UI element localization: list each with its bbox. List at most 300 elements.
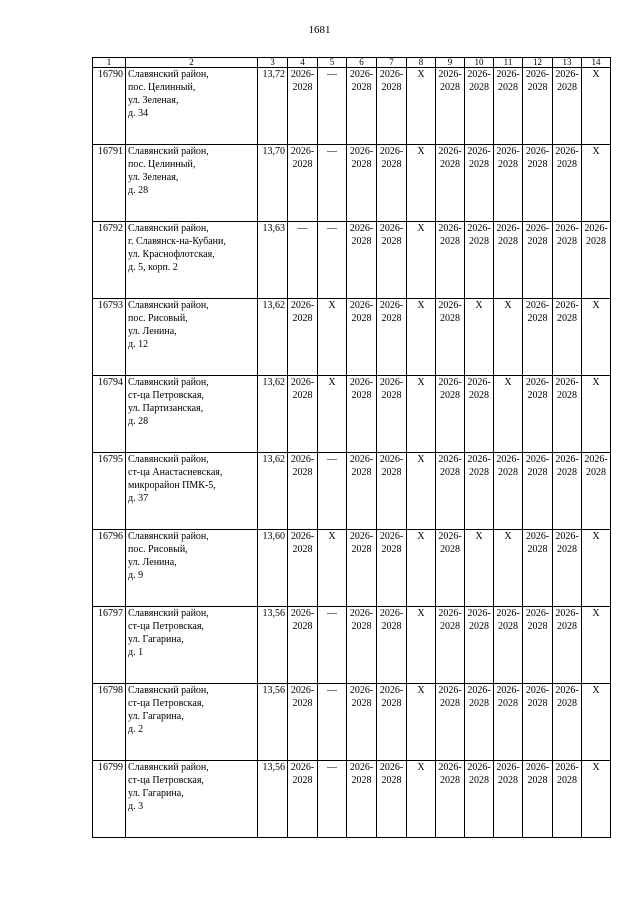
table-row [93, 453, 611, 530]
period-text: 2026- [438, 146, 462, 157]
period-text: 2026- [379, 531, 404, 542]
address-line: ул. Краснофлотская, [128, 249, 215, 260]
period-cell [347, 376, 377, 453]
period-text: 2026- [555, 223, 579, 234]
period-text: X [417, 377, 425, 388]
period-cell [553, 299, 582, 376]
period-text: X [328, 377, 336, 388]
period-text: 2026- [349, 223, 374, 234]
period-text: X [592, 531, 600, 542]
period-cell [288, 684, 318, 761]
period-cell [465, 376, 494, 453]
period-text: 2026- [290, 531, 315, 542]
period-cell [288, 607, 318, 684]
row-number: 16794 [93, 376, 126, 453]
period-cell [318, 530, 347, 607]
period-text: X [417, 146, 425, 157]
period-text: 2026- [379, 146, 404, 157]
period-text: 2026- [496, 223, 520, 234]
period-text: 2028 [440, 698, 460, 709]
period-cell [494, 761, 523, 838]
period-cell [465, 684, 494, 761]
period-cell [553, 684, 582, 761]
period-text: 2028 [440, 467, 460, 478]
period-text: 2026- [496, 685, 520, 696]
period-text: 2028 [351, 82, 372, 93]
period-text: 2026- [467, 454, 491, 465]
period-cell [436, 376, 465, 453]
period-text: X [592, 377, 600, 388]
period-cell [288, 530, 318, 607]
period-text: 2026- [525, 223, 550, 234]
period-text: 2028 [440, 390, 460, 401]
period-text: 2028 [381, 159, 402, 170]
period-text: X [417, 762, 425, 773]
period-cell [523, 68, 553, 145]
table-row [93, 530, 611, 607]
period-text: 2026- [290, 377, 315, 388]
registry-table [92, 57, 611, 838]
period-cell [494, 299, 523, 376]
period-text: 2026- [525, 300, 550, 311]
period-cell [494, 222, 523, 299]
period-text: 2026- [438, 69, 462, 80]
address-line: Славянский район, [128, 146, 209, 157]
period-text: 2026- [584, 454, 608, 465]
period-text: 2028 [381, 313, 402, 324]
period-cell [347, 684, 377, 761]
period-cell [288, 761, 318, 838]
period-text: 2026- [379, 223, 404, 234]
period-cell [347, 222, 377, 299]
period-text: 2026- [555, 69, 579, 80]
area-cell: 13,60 [258, 530, 288, 607]
period-cell [377, 222, 407, 299]
address-line: ул. Гагарина, [128, 788, 184, 799]
period-cell [465, 761, 494, 838]
period-cell [582, 453, 611, 530]
period-cell [436, 530, 465, 607]
period-cell [523, 222, 553, 299]
period-text: 2028 [381, 698, 402, 709]
period-text: 2026- [290, 762, 315, 773]
period-text: 2026- [467, 146, 491, 157]
period-cell [436, 684, 465, 761]
period-cell [347, 607, 377, 684]
area-cell: 13,70 [258, 145, 288, 222]
period-cell [377, 684, 407, 761]
period-text: 2026- [555, 146, 579, 157]
address-cell [126, 299, 258, 376]
period-text: 2026- [349, 377, 374, 388]
period-text: 2028 [527, 621, 548, 632]
period-text: 2026- [525, 762, 550, 773]
row-number: 16791 [93, 145, 126, 222]
address-line: Славянский район, [128, 377, 209, 388]
period-text: 2028 [557, 621, 577, 632]
period-text: — [327, 146, 337, 157]
period-cell [407, 684, 436, 761]
period-text: X [417, 454, 425, 465]
period-text: 2026- [349, 685, 374, 696]
row-number: 16796 [93, 530, 126, 607]
period-text: 2026- [290, 685, 315, 696]
period-text: 2028 [351, 775, 372, 786]
table-row [93, 68, 611, 145]
column-number: 1 [93, 58, 126, 68]
row-number: 16797 [93, 607, 126, 684]
period-cell [465, 607, 494, 684]
period-text: 2028 [351, 544, 372, 555]
address-line: микрорайон ПМК-5, [128, 480, 216, 491]
address-line: д. 28 [128, 185, 149, 196]
row-number: 16798 [93, 684, 126, 761]
period-cell [553, 761, 582, 838]
period-cell [582, 376, 611, 453]
table-row [93, 761, 611, 838]
period-cell [494, 607, 523, 684]
period-cell [407, 453, 436, 530]
period-cell [288, 453, 318, 530]
period-text: 2026- [438, 608, 462, 619]
address-line: Славянский район, [128, 531, 209, 542]
period-text: 2028 [557, 159, 577, 170]
period-text: 2026- [525, 685, 550, 696]
period-text: 2026- [525, 454, 550, 465]
period-cell [553, 607, 582, 684]
period-cell [288, 299, 318, 376]
period-text: 2026- [379, 762, 404, 773]
period-text: 2028 [292, 698, 313, 709]
period-text: 2028 [351, 621, 372, 632]
period-text: 2028 [469, 390, 489, 401]
period-cell [494, 68, 523, 145]
period-cell [436, 453, 465, 530]
column-number: 8 [407, 58, 436, 68]
column-number: 5 [318, 58, 347, 68]
period-text: 2028 [381, 82, 402, 93]
period-text: 2026- [525, 531, 550, 542]
period-cell [318, 376, 347, 453]
period-cell [318, 222, 347, 299]
period-cell [407, 607, 436, 684]
period-text: X [592, 685, 600, 696]
period-text: 2028 [469, 775, 489, 786]
period-cell [407, 376, 436, 453]
address-cell [126, 530, 258, 607]
period-cell [523, 145, 553, 222]
period-text: 2028 [381, 544, 402, 555]
period-text: — [327, 685, 337, 696]
period-text: 2028 [381, 621, 402, 632]
address-line: ул. Ленина, [128, 326, 177, 337]
period-cell [318, 68, 347, 145]
address-line: Славянский район, [128, 454, 209, 465]
address-line: д. 28 [128, 416, 149, 427]
period-text: 2026- [438, 454, 462, 465]
address-line: д. 34 [128, 108, 149, 119]
period-text: 2028 [527, 82, 548, 93]
period-cell [582, 299, 611, 376]
period-cell [377, 530, 407, 607]
period-text: 2028 [381, 775, 402, 786]
period-text: 2026- [290, 300, 315, 311]
period-text: 2026- [290, 454, 315, 465]
period-text: 2028 [469, 159, 489, 170]
address-line: пос. Рисовый, [128, 313, 188, 324]
period-text: 2026- [379, 377, 404, 388]
period-cell [494, 376, 523, 453]
table-row [93, 299, 611, 376]
column-number: 10 [465, 58, 494, 68]
period-cell [465, 453, 494, 530]
row-number: 16793 [93, 299, 126, 376]
period-cell [523, 761, 553, 838]
period-cell [377, 453, 407, 530]
area-cell: 13,63 [258, 222, 288, 299]
period-text: 2026- [496, 69, 520, 80]
period-text: 2028 [292, 159, 313, 170]
period-text: X [328, 531, 336, 542]
period-text: 2026- [349, 454, 374, 465]
period-text: 2026- [496, 762, 520, 773]
period-text: 2028 [292, 467, 313, 478]
period-cell [407, 222, 436, 299]
period-text: 2026- [555, 762, 579, 773]
period-cell [494, 530, 523, 607]
period-cell [523, 299, 553, 376]
period-text: 2028 [527, 544, 548, 555]
column-number: 14 [582, 58, 611, 68]
period-text: 2026- [496, 146, 520, 157]
address-cell [126, 145, 258, 222]
column-number: 3 [258, 58, 288, 68]
table-row [93, 145, 611, 222]
period-text: 2028 [292, 313, 313, 324]
period-cell [377, 761, 407, 838]
period-text: 2026- [438, 762, 462, 773]
period-text: 2026- [438, 377, 462, 388]
period-text: 2028 [557, 467, 577, 478]
period-text: 2026- [438, 300, 462, 311]
area-cell: 13,72 [258, 68, 288, 145]
period-text: 2028 [557, 775, 577, 786]
table-row [93, 376, 611, 453]
period-cell [436, 68, 465, 145]
period-cell [553, 376, 582, 453]
period-text: 2028 [292, 390, 313, 401]
period-cell [347, 761, 377, 838]
address-line: ст-ца Анастасиевская, [128, 467, 223, 478]
period-text: X [417, 531, 425, 542]
table-row [93, 684, 611, 761]
period-cell [494, 684, 523, 761]
period-cell [553, 222, 582, 299]
period-text: 2028 [498, 159, 518, 170]
period-text: 2026- [525, 377, 550, 388]
address-line: д. 12 [128, 339, 149, 350]
period-cell [318, 145, 347, 222]
address-line: Славянский район, [128, 300, 209, 311]
period-text: 2026- [438, 531, 462, 542]
address-line: ул. Гагарина, [128, 711, 184, 722]
period-text: 2028 [440, 236, 460, 247]
period-text: X [417, 300, 425, 311]
period-text: 2028 [469, 82, 489, 93]
period-text: 2028 [440, 159, 460, 170]
period-text: 2026- [467, 69, 491, 80]
period-cell [407, 299, 436, 376]
period-text: 2026- [496, 454, 520, 465]
period-cell [582, 607, 611, 684]
column-number: 13 [553, 58, 582, 68]
period-cell [377, 145, 407, 222]
column-number: 12 [523, 58, 553, 68]
area-cell: 13,62 [258, 299, 288, 376]
period-cell [377, 376, 407, 453]
period-cell [288, 222, 318, 299]
period-text: X [592, 69, 600, 80]
area-cell: 13,56 [258, 684, 288, 761]
period-text: 2028 [381, 390, 402, 401]
address-line: д. 2 [128, 724, 144, 735]
period-text: 2026- [467, 377, 491, 388]
period-text: 2028 [498, 82, 518, 93]
period-text: 2028 [557, 313, 577, 324]
address-line: ул. Ленина, [128, 557, 177, 568]
period-text: 2026- [525, 69, 550, 80]
period-text: X [592, 300, 600, 311]
period-text: — [327, 223, 337, 234]
row-number: 16795 [93, 453, 126, 530]
period-cell [407, 68, 436, 145]
column-number: 7 [377, 58, 407, 68]
address-line: д. 1 [128, 647, 144, 658]
address-cell [126, 453, 258, 530]
period-cell [465, 145, 494, 222]
period-cell [523, 607, 553, 684]
period-text: 2028 [557, 236, 577, 247]
period-text: 2028 [557, 390, 577, 401]
period-text: 2026- [525, 608, 550, 619]
period-text: 2028 [498, 621, 518, 632]
address-cell [126, 761, 258, 838]
address-cell [126, 684, 258, 761]
period-cell [436, 607, 465, 684]
address-line: д. 9 [128, 570, 144, 581]
period-text: X [592, 146, 600, 157]
period-text: X [504, 377, 512, 388]
period-text: 2026- [379, 454, 404, 465]
period-cell [377, 607, 407, 684]
table-row [93, 222, 611, 299]
address-line: пос. Целинный, [128, 159, 196, 170]
period-text: X [417, 685, 425, 696]
period-text: 2026- [555, 608, 579, 619]
period-text: 2028 [586, 467, 606, 478]
address-line: ст-ца Петровская, [128, 390, 204, 401]
period-cell [523, 376, 553, 453]
period-text: 2026- [379, 300, 404, 311]
period-cell [318, 299, 347, 376]
table-row [93, 607, 611, 684]
address-line: ст-ца Петровская, [128, 775, 204, 786]
period-text: 2028 [440, 544, 460, 555]
period-text: 2026- [438, 223, 462, 234]
period-text: 2028 [469, 467, 489, 478]
period-cell [553, 145, 582, 222]
period-text: 2026- [467, 223, 491, 234]
area-cell: 13,62 [258, 376, 288, 453]
period-text: 2028 [557, 698, 577, 709]
period-text: 2026- [496, 608, 520, 619]
period-text: 2026- [349, 531, 374, 542]
period-text: 2028 [498, 775, 518, 786]
period-text: 2028 [351, 467, 372, 478]
period-text: X [417, 608, 425, 619]
period-text: 2028 [440, 775, 460, 786]
period-cell [465, 299, 494, 376]
address-line: ул. Партизанская, [128, 403, 204, 414]
period-text: 2028 [498, 467, 518, 478]
period-text: 2028 [557, 544, 577, 555]
period-cell [407, 145, 436, 222]
period-text: 2028 [527, 313, 548, 324]
column-number: 11 [494, 58, 523, 68]
period-text: 2028 [527, 698, 548, 709]
period-cell [377, 299, 407, 376]
period-cell [318, 607, 347, 684]
address-line: ст-ца Петровская, [128, 698, 204, 709]
period-text: 2028 [527, 390, 548, 401]
address-line: пос. Рисовый, [128, 544, 188, 555]
period-text: 2026- [438, 685, 462, 696]
period-text: X [417, 223, 425, 234]
row-number: 16799 [93, 761, 126, 838]
address-cell [126, 376, 258, 453]
period-cell [494, 453, 523, 530]
period-text: 2026- [349, 762, 374, 773]
period-text: 2028 [527, 159, 548, 170]
period-cell [318, 684, 347, 761]
period-cell [582, 684, 611, 761]
period-text: 2028 [469, 621, 489, 632]
period-text: 2028 [351, 236, 372, 247]
period-text: 2028 [381, 467, 402, 478]
period-text: 2028 [527, 775, 548, 786]
period-cell [436, 222, 465, 299]
period-cell [465, 222, 494, 299]
address-line: ст-ца Петровская, [128, 621, 204, 632]
period-cell [553, 530, 582, 607]
period-cell [523, 453, 553, 530]
period-text: 2026- [555, 685, 579, 696]
address-line: Славянский район, [128, 223, 209, 234]
address-cell [126, 68, 258, 145]
period-text: X [417, 69, 425, 80]
period-text: 2028 [557, 82, 577, 93]
period-text: 2026- [467, 608, 491, 619]
period-text: 2028 [292, 775, 313, 786]
address-cell [126, 222, 258, 299]
period-text: 2028 [440, 621, 460, 632]
period-text: — [327, 69, 337, 80]
period-text: 2026- [525, 146, 550, 157]
period-text: 2026- [467, 685, 491, 696]
period-text: 2028 [292, 544, 313, 555]
period-text: 2028 [440, 82, 460, 93]
period-text: 2028 [527, 467, 548, 478]
